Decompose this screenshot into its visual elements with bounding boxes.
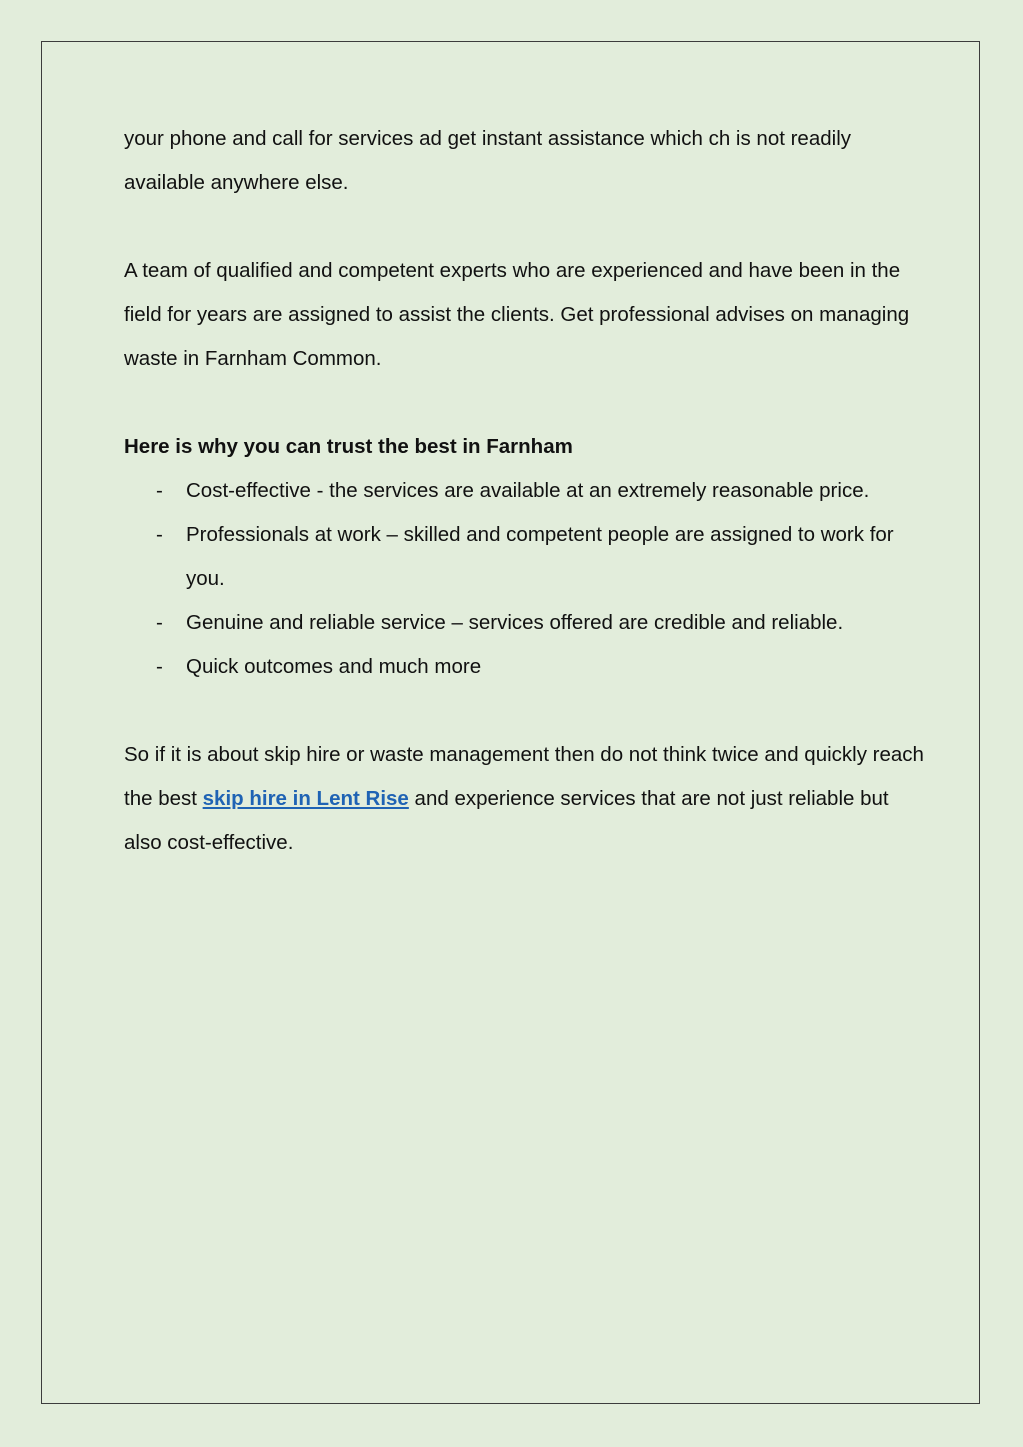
closing-paragraph [124, 733, 924, 865]
list-item-text: Cost-effective - the services are available at an extremely reasonable price. [186, 479, 870, 502]
closing-text-before-link: So if it is about skip hire or waste management then do not think twice and quickly reach the best [124, 743, 924, 810]
paragraph-gap [124, 689, 924, 733]
list-item-text: Genuine and reliable service – services offered are credible and reliable. [186, 611, 844, 634]
skip-hire-link[interactable]: skip hire in Lent Rise [202, 787, 409, 810]
paragraph-gap [124, 381, 924, 425]
document-body [124, 117, 924, 865]
paragraph-gap [124, 205, 924, 249]
list-item [124, 513, 924, 601]
team-paragraph: A team of qualified and competent experts who are experienced and have been in the field for years are assigned to assist the clients. Get professional advises on managing waste in Farnham Common. [124, 259, 910, 370]
list-item-text: Quick outcomes and much more [186, 655, 482, 678]
bullet-dash: - [156, 611, 163, 634]
list-item [124, 601, 924, 645]
bullet-dash: - [156, 523, 163, 546]
bullet-dash: - [156, 479, 163, 502]
bullet-dash: - [156, 655, 163, 678]
reasons-list [124, 469, 924, 689]
section-heading: Here is why you can trust the best in Farnham [124, 435, 573, 458]
list-item-text: Professionals at work – skilled and competent people are assigned to work for you. [186, 523, 894, 590]
intro-paragraph: your phone and call for services ad get instant assistance which ch is not readily available anywhere else. [124, 127, 851, 194]
list-item [124, 645, 924, 689]
list-item [124, 469, 924, 513]
closing-text-after-link: and experience services that are not just reliable but also cost-effective. [124, 787, 889, 854]
